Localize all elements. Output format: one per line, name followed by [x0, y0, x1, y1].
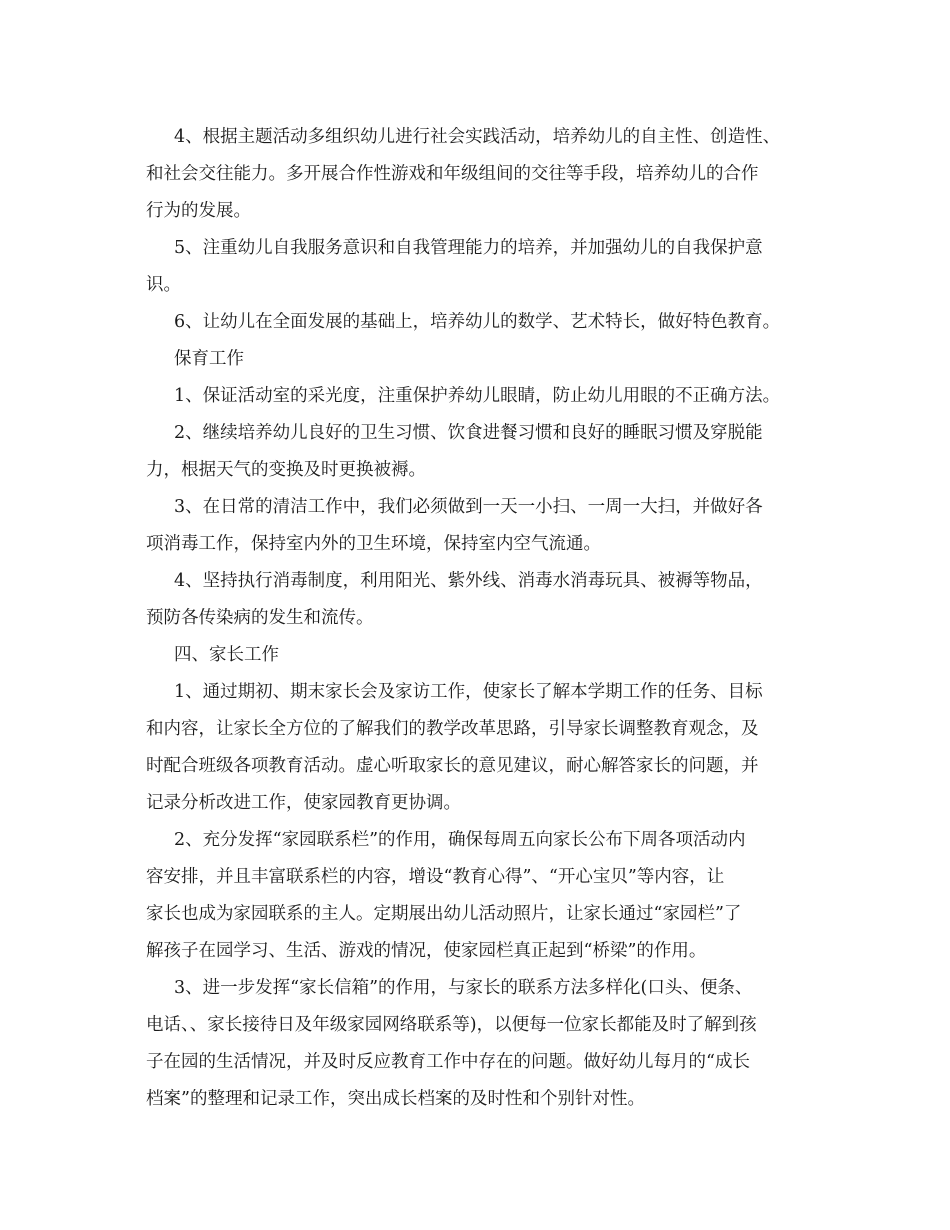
text-line: 和内容，让家长全方位的了解我们的教学改革思路，引导家长调整教育观念，及 [146, 719, 759, 739]
text-line: 四、家长工作 [174, 645, 279, 665]
text-line: 2、继续培养幼儿良好的卫生习惯、饮食进餐习惯和良好的睡眠习惯及穿脱能 [174, 423, 763, 443]
text-line: 力，根据天气的变换及时更换被褥。 [146, 460, 426, 480]
text-line: 4、坚持执行消毒制度，利用阳光、紫外线、消毒水消毒玩具、被褥等物品， [174, 571, 763, 591]
text-line: 解孩子在园学习、生活、游戏的情况，使家园栏真正起到“桥梁”的作用。 [146, 941, 707, 961]
text-line: 家长也成为家园联系的主人。定期展出幼儿活动照片，让家长通过“家园栏”了 [146, 904, 742, 924]
text-line: 电话、、家长接待日及年级家园网络联系等)，以便每一位家长都能及时了解到孩 [146, 1015, 757, 1035]
text-line: 和社会交往能力。多开展合作性游戏和年级组间的交往等手段，培养幼儿的合作 [146, 164, 759, 184]
document-body [146, 119, 836, 1118]
text-line: 记录分析改进工作，使家园教育更协调。 [146, 793, 461, 813]
text-line: 6、让幼儿在全面发展的基础上，培养幼儿的数学、艺术特长，做好特色教育。 [174, 312, 781, 332]
text-line: 项消毒工作，保持室内外的卫生环境，保持室内空气流通。 [146, 534, 601, 554]
text-line: 预防各传染病的发生和流传。 [146, 608, 374, 628]
text-line: 2、充分发挥“家园联系栏”的作用，确保每周五向家长公布下周各项活动内 [174, 830, 746, 850]
text-line: 行为的发展。 [146, 201, 251, 221]
text-line: 保育工作 [174, 349, 244, 369]
text-line: 识。 [146, 275, 181, 295]
text-line: 3、进一步发挥“家长信箱”的作用，与家长的联系方法多样化(口头、便条、 [174, 978, 753, 998]
text-line: 1、保证活动室的采光度，注重保护养幼儿眼睛，防止幼儿用眼的不正确方法。 [174, 386, 781, 406]
text-line: 1、通过期初、期末家长会及家访工作，使家长了解本学期工作的任务、目标 [174, 682, 763, 702]
text-line: 档案”的整理和记录工作，突出成长档案的及时性和个别针对性。 [146, 1089, 645, 1109]
text-line: 4、根据主题活动多组织幼儿进行社会实践活动，培养幼儿的自主性、创造性、 [174, 127, 781, 147]
text-line: 3、在日常的清洁工作中，我们必须做到一天一小扫、一周一大扫，并做好各 [174, 497, 763, 517]
text-line: 子在园的生活情况，并及时反应教育工作中存在的问题。做好幼儿每月的“成长 [146, 1052, 750, 1072]
text-line: 时配合班级各项教育活动。虚心听取家长的意见建议，耐心解答家长的问题，并 [146, 756, 759, 776]
text-line: 5、注重幼儿自我服务意识和自我管理能力的培养，并加强幼儿的自我保护意 [174, 238, 763, 258]
text-line: 容安排，并且丰富联系栏的内容，增设“教育心得”、“开心宝贝”等内容，让 [146, 867, 725, 887]
